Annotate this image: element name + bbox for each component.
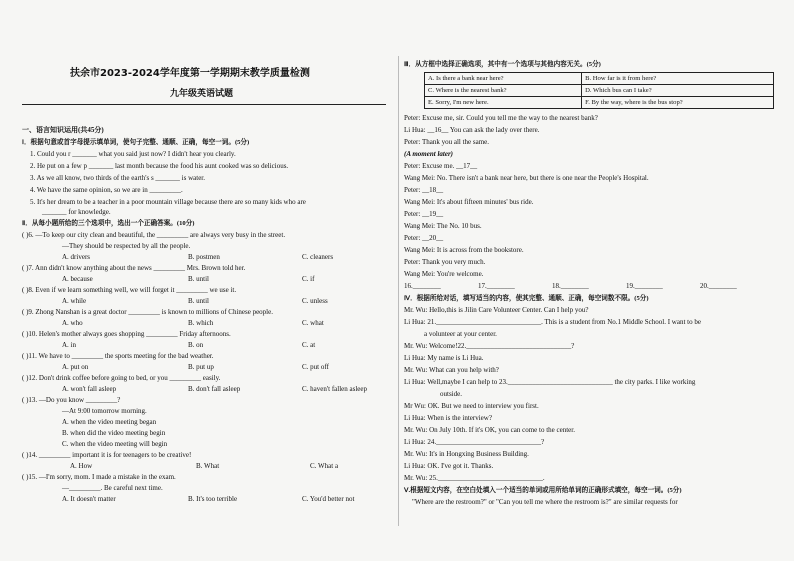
part-3-instructions: Ⅲ．从方框中选择正确选项，其中有一个选项与其他内容无关。(5分) <box>404 61 601 68</box>
dialog-line: Peter: __18__ <box>404 186 444 194</box>
q6: ( )6. —To keep our city clean and beautiful, the _________ are always very busy in the street. <box>22 231 286 239</box>
q5-cont: _______ for knowledge. <box>42 208 111 216</box>
options-box <box>424 72 774 109</box>
box-option-f: F. By the way, where is the bus stop? <box>582 97 774 109</box>
dialog-line: Peter: Excuse me, sir. Could you tell me the way to the nearest bank? <box>404 114 598 122</box>
dialog2-line: Li Hua: OK. I've got it. Thanks. <box>404 462 494 470</box>
q13-option-a: A. when the video meeting began <box>62 418 157 426</box>
q13-option-b: B. when did the video meeting begin <box>62 429 166 437</box>
dialog2-line: Mr. Wu: On July 10th. If it's OK, you can come to the center. <box>404 426 575 434</box>
dialog-line: Wang Mei: It's about fifteen minutes' bus ride. <box>404 198 534 206</box>
q10-option-b: B. on <box>188 341 204 349</box>
passage-first-line: "Where are the restroom?" or "Can you tell me where the restroom is?" are similar requests for <box>412 498 678 506</box>
answer-blank-17: 17.________ <box>478 282 515 290</box>
exam-title: 扶余市2023-2024学年度第一学期期末教学质量检测 <box>70 68 310 79</box>
dialog2-line: Mr. Wu: What can you help with? <box>404 366 499 374</box>
part-2-instructions: Ⅱ．从每小题所给的三个选项中，选出一个正确答案。(10分) <box>22 220 195 227</box>
q7: ( )7. Ann didn't know anything about the news _________ Mrs. Brown told her. <box>22 264 246 272</box>
part-4-instructions: Ⅳ．根据所给对话，填写适当的内容，使其完整、通顺、正确，每空词数不限。(5分) <box>404 295 649 302</box>
dialog-line: Li Hua: __16__ You can ask the lady over there. <box>404 126 540 134</box>
dialog-line: Peter: Excuse me. __17__ <box>404 162 478 170</box>
q14: ( )14. _________ important it is for teenagers to be creative! <box>22 451 192 459</box>
dialog2-line: Mr. Wu: Welcome!22.______________________________? <box>404 342 575 350</box>
q11-option-b: B. put up <box>188 363 214 371</box>
q9-option-b: B. which <box>188 319 214 327</box>
q12-option-c: C. haven't fallen asleep <box>302 385 368 393</box>
dialog-line: Wang Mei: You're welcome. <box>404 270 484 278</box>
dialog2-line: Mr Wu: OK. But we need to interview you first. <box>404 402 539 410</box>
q13-line2: —At 9:00 tomorrow morning. <box>62 407 147 415</box>
answer-blank-20: 20.________ <box>700 282 737 290</box>
dialog2-line: Mr. Wu: 25.______________________________. <box>404 474 545 482</box>
q14-option-a: A. How <box>70 462 93 470</box>
q6-line2: —They should be respected by all the people. <box>62 242 191 250</box>
dialog-line: (A moment later) <box>404 150 453 158</box>
section-1-heading: 一、语言知识运用(共45分) <box>22 126 104 134</box>
q4: 4. We have the same opinion, so we are in _________. <box>30 186 183 194</box>
q15-line2: —_________. Be careful next time. <box>62 484 163 492</box>
box-option-e: E. Sorry, I'm new here. <box>425 97 582 109</box>
q6-option-b: B. postmen <box>188 253 220 261</box>
box-option-c: C. Where is the nearest bank? <box>425 85 582 97</box>
q6-option-c: C. cleaners <box>302 253 334 261</box>
dialog-line: Wang Mei: No. There isn't a bank near here, but there is one near the People's Hospital. <box>404 174 649 182</box>
q11-option-c: C. put off <box>302 363 329 371</box>
q1: 1. Could you r _______ what you said just now? I didn't hear you clearly. <box>30 150 236 158</box>
box-option-d: D. Which bus can I take? <box>582 85 774 97</box>
box-option-a: A. Is there a bank near here? <box>425 73 582 85</box>
answer-blank-19: 19.________ <box>626 282 663 290</box>
dialog-line: Peter: __20__ <box>404 234 444 242</box>
q7-option-a: A. because <box>62 275 93 283</box>
q15-option-a: A. It doesn't matter <box>62 495 116 503</box>
q9-option-a: A. who <box>62 319 83 327</box>
dialog2-line: outside. <box>440 390 462 398</box>
q11: ( )11. We have to _________ the sports meeting for the bad weather. <box>22 352 214 360</box>
answer-blank-18: 18.________ <box>552 282 589 290</box>
q10-option-c: C. at <box>302 341 316 349</box>
q3: 3. As we all know, two thirds of the earth's s _______ is water. <box>30 174 206 182</box>
q9-option-c: C. what <box>302 319 324 327</box>
q12: ( )12. Don't drink coffee before going to bed, or you _________ easily. <box>22 374 221 382</box>
part-5-instructions: Ⅴ.根据短文内容，在空白处填入一个适当的单词或用所给单词的正确形式填空，每空一词。(5分) <box>404 487 682 494</box>
dialog2-line: Li Hua: My name is Li Hua. <box>404 354 484 362</box>
dialog-line: Wang Mei: It is across from the bookstore. <box>404 246 524 254</box>
dialog2-line: Li Hua: When is the interview? <box>404 414 492 422</box>
answer-blank-16: 16.________ <box>404 282 441 290</box>
q12-option-b: B. don't fall asleep <box>188 385 241 393</box>
part-1-instructions: Ⅰ．根据句意或首字母提示填单词，使句子完整、通顺、正确，每空一词。(5分) <box>22 139 250 146</box>
column-divider <box>398 56 399 526</box>
q8-option-b: B. until <box>188 297 210 305</box>
q8-option-a: A. while <box>62 297 87 305</box>
dialog-line: Wang Mei: The No. 10 bus. <box>404 222 482 230</box>
q2: 2. He put on a few p _______ last month because the food his aunt cooked was so delicious. <box>30 162 289 170</box>
dialog2-line: Mr. Wu: Hello,this is Jilin Care Volunteer Center. Can I help you? <box>404 306 589 314</box>
q10-option-a: A. in <box>62 341 76 349</box>
q11-option-a: A. put on <box>62 363 89 371</box>
exam-subtitle: 九年级英语试题 <box>170 89 234 99</box>
q14-option-b: B. What <box>196 462 220 470</box>
q14-option-c: C. What a <box>310 462 339 470</box>
q15: ( )15. —I'm sorry, mom. I made a mistake in the exam. <box>22 473 176 481</box>
q8-option-c: C. unless <box>302 297 328 305</box>
q13-option-c: C. when the video meeting will begin <box>62 440 168 448</box>
q13: ( )13. —Do you know _________? <box>22 396 121 404</box>
dialog2-line: Mr. Wu: It's in Hongxing Business Building. <box>404 450 529 458</box>
q15-option-b: B. It's too terrible <box>188 495 238 503</box>
q5: 5. It's her dream to be a teacher in a poor mountain village because there are so many kids who are <box>30 198 306 206</box>
dialog-line: Peter: Thank you all the same. <box>404 138 490 146</box>
dialog2-line: a volunteer at your center. <box>424 330 497 338</box>
q7-option-c: C. if <box>302 275 315 283</box>
header-rule <box>22 104 386 105</box>
q7-option-b: B. until <box>188 275 210 283</box>
q9: ( )9. Zhong Nanshan is a great doctor _________ is known to millions of Chinese people. <box>22 308 273 316</box>
dialog-line: Peter: __19__ <box>404 210 444 218</box>
dialog2-line: Li Hua: Well,maybe I can help to 23.______________________________ the city parks. I like working <box>404 378 696 386</box>
box-option-b: B. How far is it from here? <box>582 73 774 85</box>
dialog2-line: Li Hua: 21.______________________________. This is a student from No.1 Middle School. I want to be <box>404 318 701 326</box>
q15-option-c: C. You'd better not <box>302 495 355 503</box>
q6-option-a: A. drivers <box>62 253 90 261</box>
q8: ( )8. Even if we learn something well, we will forget it _________ we use it. <box>22 286 237 294</box>
q12-option-a: A. won't fall asleep <box>62 385 117 393</box>
dialog-line: Peter: Thank you very much. <box>404 258 486 266</box>
dialog2-line: Li Hua: 24.______________________________? <box>404 438 545 446</box>
q10: ( )10. Helen's mother always goes shopping _________ Friday afternoons. <box>22 330 231 338</box>
